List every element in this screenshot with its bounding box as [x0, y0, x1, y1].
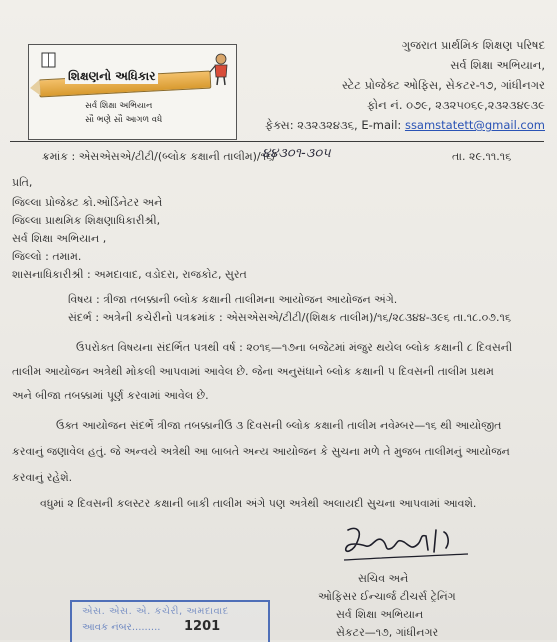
sandarbh-line: સંદર્ભ : અત્રેની કચેરીનો પત્રક્રમાંક : એસએસએ/ટીટી/(શિક્ષક તાલીમ)/૧૬/૨૮૩૪૪-૩૯૬ તા.૧૮.૦૭.૧૬ — [68, 311, 511, 324]
signoff-line-3: સર્વ શિક્ષા અભિયાન — [336, 608, 424, 621]
stamp-office-label: એસ. એસ. એ. કચેરી, અમદાવાદ — [82, 606, 229, 617]
para3-line1: વધુમાં ૨ દિવસની કલસ્ટર કક્ષાની બાકી તાલીમ અંગે પણ અત્રેથી અલાયદી સુચના આપવામાં આવશે. — [40, 497, 477, 510]
logo-title: શિક્ષણનો અધિકાર — [65, 69, 158, 84]
header-fax-email — [265, 118, 545, 133]
inward-stamp — [70, 600, 270, 642]
logo-tagline-1: સર્વ શિક્ષા અભિયાન — [85, 101, 153, 111]
header-org: ગુજરાત પ્રાર્થમિક શિક્ષણ પરિષદ — [401, 38, 545, 52]
signoff-line-4: સેકટર—૧૭, ગાંધીનગર — [336, 626, 439, 639]
recipient-line-4: જિલ્લો : તમામ. — [12, 250, 82, 263]
logo-tagline-2: સૌ ભણે સૌ આગળ વધે — [85, 115, 163, 125]
recipient-line-2: જિલ્લા પ્રાથમિક શિક્ષણાધિકારીશ્રી, — [12, 214, 161, 227]
header-divider — [10, 141, 544, 142]
subject-line: વિષય : ત્રીજા તબક્કાની બ્લોક કક્ષાની તાલીમના આયોજન આયોજન અંગે. — [68, 293, 398, 306]
header-phone: ફોન નં. ૦૭૯, ૨૩૨૫૦૬૯,૨૩૨૩૪૯૩૯ — [367, 98, 545, 112]
fax-label: ફેક્સ: ૨૩૨૩૨૪૩૬, E-mail: — [264, 118, 405, 132]
shikshan-adhikar-logo — [28, 44, 237, 140]
signoff-line-2: ઓફિસર ઈન્ચાર્જ ટીચર્સ ટ્રેનિંગ — [318, 590, 456, 603]
book-icon — [41, 51, 57, 69]
recipient-line-3: સર્વ શિક્ષા અભિયાન , — [12, 232, 107, 245]
reference-number: ક્રમાંક : એસએસએ/ટીટી/(બ્લોક કક્ષાની તાલીમ)/૧૬/ — [42, 150, 276, 163]
header-program: સર્વ શિક્ષા અભિયાન, — [450, 58, 545, 72]
para2-line2: કરવાનું જણાવેલ હતું. જે અન્વયે અત્રેથી આ બાબતે અન્ય આયોજન કે સુચના મળે તે મુજબ તાલીમનું આયોજન — [12, 445, 510, 458]
reference-date: તા. ૨૯.૧૧.૧૬ — [452, 150, 512, 163]
signoff-line-1: સચિવ અને — [358, 572, 409, 585]
para2-line3: કરવાનું રહેશે. — [12, 471, 73, 484]
para1-line2: તાલીમ આયોજન અત્રેથી મોકલી આપવામાં આવેલ છે. જેના અનુસંધાને બ્લોક કક્ષાની ૫ દિવસની તાલીમ પ્રથમ — [12, 365, 494, 378]
signature-image — [336, 520, 476, 568]
para1-line3: અને બીજા તબક્કામાં પૂર્ણ કરવામાં આવેલ છે. — [12, 389, 209, 402]
stamp-inward-label: આવક નંબર......... — [82, 622, 161, 633]
para1-line1: ઉપરોક્ત વિષયના સંદર્ભિત પત્રથી વર્ષ : ૨૦૧૬—૧૭ના બજેટમાં મંજુર થયેલ બ્લોક કક્ષાની ૮ દિવસની — [76, 341, 513, 354]
header-address: સ્ટેટ પ્રોજેક્ટ ઓફિસ, સેકટર-૧૭, ગાંધીનગર — [341, 78, 545, 92]
recipient-line-1: જિલ્લા પ્રોજેક્ટ કો.ઓર્ડિનેટર અને — [12, 196, 163, 209]
email-link[interactable]: ssamstatett@gmail.com — [404, 118, 545, 132]
handwritten-ref-number: ૪૪૩૦૧-૩૦૫ — [262, 146, 331, 161]
para2-line1: ઉક્ત આયોજન સંદર્ભે ત્રીજા તબક્કાનીઉ ૩ દિવસની બ્લોક કક્ષાની તાલીમ નવેમ્બર—૧૬ થી આયોજીત — [56, 419, 502, 432]
recipient-line-5: શાસનાધિકારીશ્રી : અમદાવાદ, વડોદરા, રાજકોટ, સુરત — [12, 268, 247, 281]
recipient-prati: પ્રતિ, — [12, 176, 33, 189]
stamp-inward-number: 1201 — [184, 619, 221, 634]
child-figure-icon — [209, 53, 233, 87]
